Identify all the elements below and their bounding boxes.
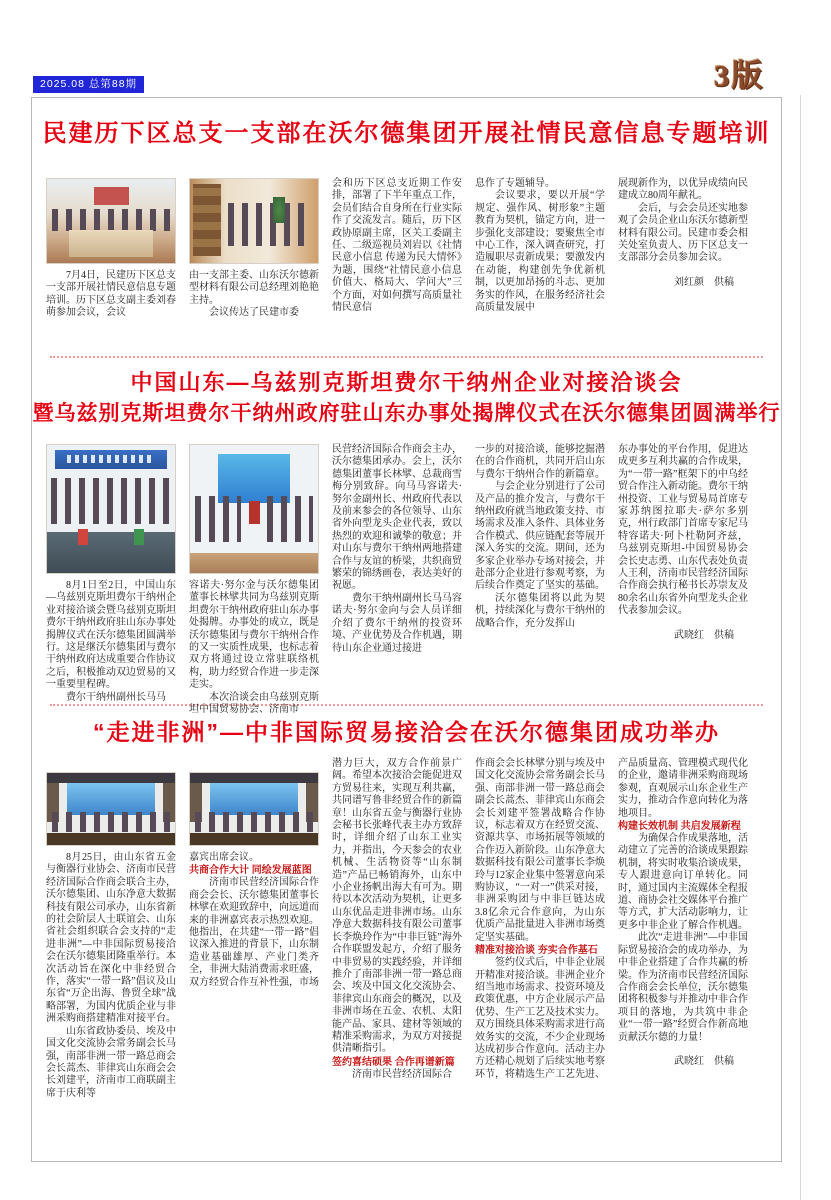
article-1-col-1 [46,178,176,348]
article-3-col-5 [618,758,748,1156]
long-table [47,532,175,573]
photo-trade-fair-1 [46,772,176,846]
dotted-separator [50,704,763,706]
visitors-silhouettes [228,203,310,247]
photo-signing-group [46,444,176,574]
paragraph: 8月1日至2日，中国山东—乌兹别克斯坦费尔干纳州企业对接洽谈会暨乌兹别克斯坦费尔干纳州政府驻山东办事处揭牌仪式在沃尔德集团圆满举行。这是继沃尔德集团与费尔干纳州政府达成重要合作协议之后，积极推动双边贸易的又一重要里程碑。 [46,580,176,691]
paragraph: 嘉宾出席会议。 [189,852,259,863]
content-frame [31,97,782,1162]
paragraph: 一步的对接洽谈，能够挖掘潜在的合作商机，共同开启山东与费尔干纳州合作的新篇章。 [475,444,605,480]
paragraph: 会后，与会会员还实地参观了会员企业山东沃尔德新型材料有限公司。民建市委会相关处室负责人、历下区总支一支部部分会员参加会议。 [618,202,748,264]
article-1-body [32,178,781,348]
audience-silhouettes [52,812,170,832]
article-1-col-4 [475,178,605,348]
paragraph: 会议要求，要以开展“学规定、强作风、树形象”主题教育为契机，锚定方向，进一步强化支部建设；要聚焦全市中心工作，深入调查研究，打造履职尽责新成果；要激发内在动能，构建创先争优新机制，以更加昂扬的斗志、更加务实的作风，在服务经济社会高质量发展中 [475,190,605,314]
red-plaque [249,501,261,524]
paragraph: 潜力巨大，双方合作前景广阔。希望本次接洽会能促进双方贸易往来，实现互利共赢，共同谱写鲁非经贸合作的新篇章！山东省五金与衡器行业协会秘书长张峰代表主办方致辞时，详细介绍了山东工业实力，并指出，今天参会的农业机械、生活物资等“山东制造”产品已畅销海外，山东中小企业扬帆出海大有可为。期待以本次活动为契机，让更多山东优品走进非洲市场。山东净意大数据科技有限公司董事长李焕玲作为“中非巨链”海外合作联盟发起方，介绍了服务中非贸易的实践经验，并详细推介了南部非洲一带一路总商会、埃及中国文化交流协会、菲律宾山东商会的概况，以及非洲市场在五金、农机、太阳能产品、家具、建材等领域的精准采购需求，为双方对接提供清晰指引。 [332,758,462,1055]
dotted-separator [50,356,763,358]
section-subhead: 共商合作大计 同绘发展蓝图 [189,865,312,877]
paragraph: 沃尔德集团将以此为契机，持续深化与费尔干纳州的战略合作，充分发挥山 [475,592,605,629]
article-2-headline-line-2: 暨乌兹别克斯坦费尔干纳州政府驻山东办事处揭牌仪式在沃尔德集团圆满举行 [32,402,781,425]
front-table-band [47,833,175,845]
paragraph: 此次“走进非洲”—中非国际贸易接洽会的成功举办，为中非企业搭建了合作共赢的桥梁。作为济南市民营经济国际合作商会会长单位，沃尔德集团将积极参与并推动中非合作项目的落地，为共筑中非企业“一带一路”经贸合作新高地贡献沃尔德的力量！ [618,932,748,1043]
ceiling-band [190,773,318,783]
stage-screen [210,783,297,815]
paragraph: 会议传达了民建市委 [209,307,299,319]
article-1 [32,118,781,348]
article-1-col-2 [189,178,319,348]
article-3-body [32,758,781,1156]
paragraph: 容诺夫·努尔金与沃尔德集团董事长林擘共同为乌兹别克斯坦费尔干纳州政府驻山东办事处揭牌。办事处的成立，既是沃尔德集团与费尔干纳州合作的又一实质性成果，也标志着双方将通过设立常驻联络机构，助力经贸合作进一步走深走实。 [189,580,319,691]
article-3-headline: “走进非洲”—中非国际贸易接洽会在沃尔德集团成功举办 [93,719,720,745]
article-1-col-3 [332,178,462,348]
photo-plaque-unveiling [189,444,319,574]
article-3-col-1 [46,758,176,1156]
paragraph: 费尔干纳州副州长马马 [66,691,166,703]
article-2-col-3 [332,444,462,696]
section-subhead: 签约喜结硕果 合作再谱新篇 [332,1056,455,1068]
article-2-col-1 [46,444,176,703]
conference-table [69,230,153,257]
paragraph: 与会企业分别进行了公司及产品的推介发言，与费尔干纳州政府就当地政策支持、市场需求及准入条件、具体业务合作模式、供应链配套等展开深入务实的交流。期间，还为多家企业举办专场对接会，并赴部分企业进行参观考察，为后续合作奠定了坚实的基础。 [475,481,605,592]
paragraph: 签约仪式后，中非企业展开精准对接洽谈。非洲企业介绍当地市场需求、投资环境及政策优惠，中方企业展示产品优势、生产工艺及技术实力。双方围绕具体采购需求进行高效务实的交流，不少企业现场达成初步合作意向。活动主办方还精心规划了后续实地考察环节，将精选生产工艺先进、 [475,957,605,1080]
article-3-byline: 武晓红 供稿 [674,1055,734,1067]
article-2-col-2 [189,444,319,716]
article-2 [32,368,781,716]
paragraph: 7月4日，民建历下区总支一支部开展社情民意信息专题培训。历下区总支副主委刘春萌参加会议，会议 [46,270,176,319]
projection-screen [94,187,129,205]
paragraph: 8月25日，由山东省五金与衡器行业协会、济南市民营经济国际合作商会联合主办，沃尔德集团、山东净意大数据科技有限公司承办，山东省新的社会阶层人士联谊会、山东省社会组织联合会支持的“走进非洲”—中非国际贸易接洽会在沃尔德集团隆重举行。本次活动旨在深化中非经贸合作，落实“一带一路”倡议及山东省“万企出海、鲁贸全球”战略部署，为国内优质企业与非洲采购商搭建精准对接平台。 [46,852,176,1025]
article-3-col-4 [475,758,605,1156]
article-2-byline: 武晓红 供稿 [674,629,734,641]
paragraph: 费尔干纳州副州长马马容诺夫·努尔金向与会人员详细介绍了费尔干纳州的投资环境、产业优势及合作机遇，期待山东企业通过接进 [332,592,462,654]
article-2-headline-line-1: 中国山东—乌兹别克斯坦费尔干纳州企业对接洽谈会 [130,370,683,395]
article-3 [32,716,781,1156]
paragraph: 民营经济国际合作商会主办，沃尔德集团承办。会上，沃尔德集团董事长林擘、总裁商雪梅分别致辞。向马马容诺夫·努尔金副州长、州政府代表以及前来参会的各位领导、山东省外向型龙头企业代表，致以热烈的欢迎和诚挚的敬意；并对山东与费尔干纳州两地搭建合作与友谊的桥梁，共织商贸繁荣的锦绣画卷，表达美好的祝愿。 [332,444,462,592]
paragraph: 会和历下区总支近期工作安排，部署了下半年重点工作，会员们结合自身所在行业实际作了交流发言。随后，历下区政协原副主席，区关工委副主任、二级巡视员刘岩以《社情民意小信息 传递为民大情怀》为题，围绕“社情民意小信息价值大、格局大、学问大”三个方面，对如何撰写高质量社情民意信 [332,178,462,314]
paragraph: 由一支部主委、山东沃尔德新型材料有限公司总经理刘艳艳主持。 [189,270,319,306]
paragraph: 济南市民营经济国际合 [352,1068,452,1080]
stage-screen [67,783,154,815]
paragraph: 息作了专题辅导。 [475,178,555,189]
guests-right [267,496,313,542]
gift-bag-red [78,529,88,544]
banner-text-lines [67,455,154,463]
photo-company-visit [189,178,319,264]
bookshelf [193,184,221,256]
article-3-col-2 [189,758,319,1156]
attendees-silhouettes [52,209,170,231]
audience-silhouettes [195,812,313,832]
photo-meeting-room [46,178,176,264]
article-1-col-5 [618,178,748,348]
page-edge-line [800,95,801,1200]
plant [273,197,285,222]
paragraph: 作商会会长林擘分别与埃及中国文化交流协会常务副会长马强、南部非洲一带一路总商会副会长蒿杰、菲律宾山东商会会长刘建平签署战略合作协议，标志着双方在经贸交流、资源共享、市场拓展等领域的合作迈入新阶段。山东净意大数据科技有限公司董事长李焕玲与12家企业集中签署意向采购协议，“一对一”供采对接，非洲采购团与中非巨链达成3.8亿余元合作意向，为山东优质产品批量进入非洲市场奠定坚实基础。 [475,758,605,943]
paragraph: 展现新作为，以优异成绩向民建成立80周年献礼。 [618,178,748,202]
section-subhead: 构建长效机制 共启发展新程 [618,821,741,833]
paragraph: 山东省政协委员、埃及中国文化交流协会常务副会长马强，南部非洲一带一路总商会会长蒿杰、菲律宾山东商会会长刘建平，济南市工商联副主席于庆利等 [46,1025,176,1099]
page-number: 3版 [714,58,765,93]
paragraph: 东办事处的平台作用，促进达成更多互利共赢的合作成果，为“一带一路”框架下的中乌经贸合作注入新动能。费尔干纳州投资、工业与贸易局首席专家苏纳图拉耶夫·萨尔多别克，州行政部门首席专家尼马特容诺夫·阿卜杜勒阿齐兹，乌兹别克斯坦-中国贸易协会会长史志勇、山东代表处负责人王利，济南市民营经济国际合作商会执行秘书长苏崇友及80余名山东省外向型龙头企业代表参加会议。 [618,444,748,617]
paragraph: 产品质量高、管理模式现代化的企业，邀请非洲采购商现场参观，直观展示山东企业生产实力，推动合作意向转化为落地项目。 [618,758,748,819]
gift-bag-green [134,529,144,544]
stage-floor [190,553,318,573]
guests-left [195,496,241,542]
section-subhead: 精准对接洽谈 夯实合作基石 [475,945,598,957]
issue-badge: 2025.08 总第88期 [33,76,144,93]
paragraph: 本次洽谈会由乌兹别克斯坦中国贸易协会、济南市 [189,691,319,716]
delegates-silhouettes [51,478,171,524]
article-3-col-3 [332,758,462,1156]
ceiling-band [47,773,175,783]
article-1-byline: 刘红颜 供稿 [674,276,734,288]
article-2-col-5 [618,444,748,696]
front-table-band [190,833,318,845]
article-2-col-4 [475,444,605,696]
photo-trade-fair-2 [189,772,319,846]
paragraph: 济南市民营经济国际合作商会会长、沃尔德集团董事长林擘在欢迎致辞中，向远道而来的非洲嘉宾表示热烈欢迎。他指出，在共建“一带一路”倡议深入推进的背景下，山东制造业基础雄厚、产业门类齐全，非洲大陆消费需求旺盛，双方经贸合作互补性强，市场 [189,877,319,988]
article-1-headline: 民建历下区总支一支部在沃尔德集团开展社情民意信息专题培训 [42,120,771,147]
paragraph: 为确保合作成果落地，活动建立了完善的洽谈成果跟踪机制，将实时收集洽谈成果，专人跟进意向订单转化。同时，通过国内主流媒体全程报道、商协会社交媒体平台推广等方式，扩大活动影响力，让更多中非企业了解合作机遇。 [618,833,748,931]
article-2-body [32,444,781,716]
